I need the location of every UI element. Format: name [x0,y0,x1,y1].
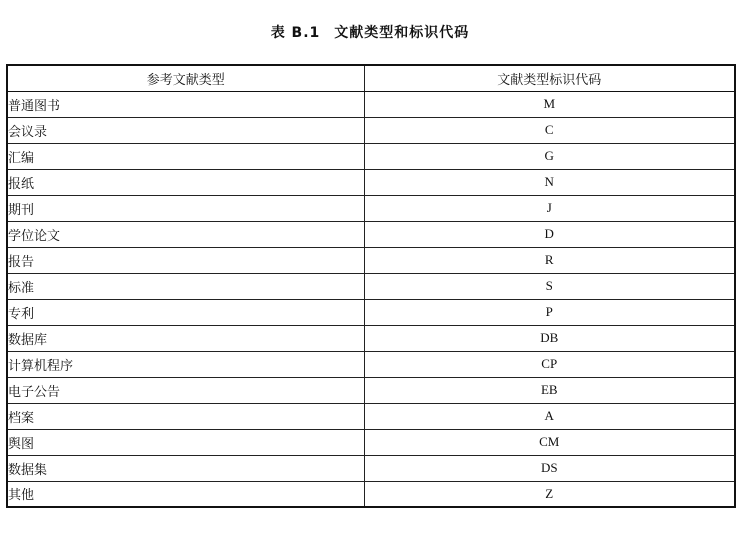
table-row [7,169,735,195]
type-cell: 数据库 [7,325,364,351]
type-cell: 报纸 [7,169,364,195]
type-cell: 报告 [7,247,364,273]
code-cell: EB [364,377,735,403]
code-cell: DS [364,455,735,481]
table-row [7,481,735,507]
type-cell: 其他 [7,481,364,507]
code-cell: R [364,247,735,273]
code-cell: D [364,221,735,247]
table-row [7,403,735,429]
code-cell: M [364,91,735,117]
table-row [7,117,735,143]
type-cell: 学位论文 [7,221,364,247]
table-row [7,273,735,299]
table-row [7,377,735,403]
code-cell: P [364,299,735,325]
table-number: 表 B.1 [270,25,321,41]
column-header-code: 文献类型标识代码 [364,65,735,91]
table-row [7,143,735,169]
code-cell: Z [364,481,735,507]
type-cell: 汇编 [7,143,364,169]
table-row [7,351,735,377]
type-cell: 会议录 [7,117,364,143]
table-caption [0,22,740,42]
code-cell: S [364,273,735,299]
table-row [7,247,735,273]
code-cell: G [364,143,735,169]
code-cell: A [364,403,735,429]
table-row [7,325,735,351]
table-row [7,299,735,325]
table-body [7,91,735,507]
code-cell: J [364,195,735,221]
type-cell: 数据集 [7,455,364,481]
document-type-table [6,64,736,508]
code-cell: C [364,117,735,143]
table-row [7,91,735,117]
type-cell: 舆图 [7,429,364,455]
type-cell: 标准 [7,273,364,299]
code-cell: DB [364,325,735,351]
table-row [7,455,735,481]
table-row [7,429,735,455]
table-row [7,195,735,221]
table-row [7,221,735,247]
type-cell: 档案 [7,403,364,429]
type-cell: 专利 [7,299,364,325]
code-cell: N [364,169,735,195]
type-cell: 电子公告 [7,377,364,403]
column-header-type: 参考文献类型 [7,65,364,91]
code-cell: CM [364,429,735,455]
code-cell: CP [364,351,735,377]
table-header-row [7,65,735,91]
type-cell: 计算机程序 [7,351,364,377]
type-cell: 期刊 [7,195,364,221]
type-cell: 普通图书 [7,91,364,117]
table-title: 文献类型和标识代码 [334,25,470,41]
